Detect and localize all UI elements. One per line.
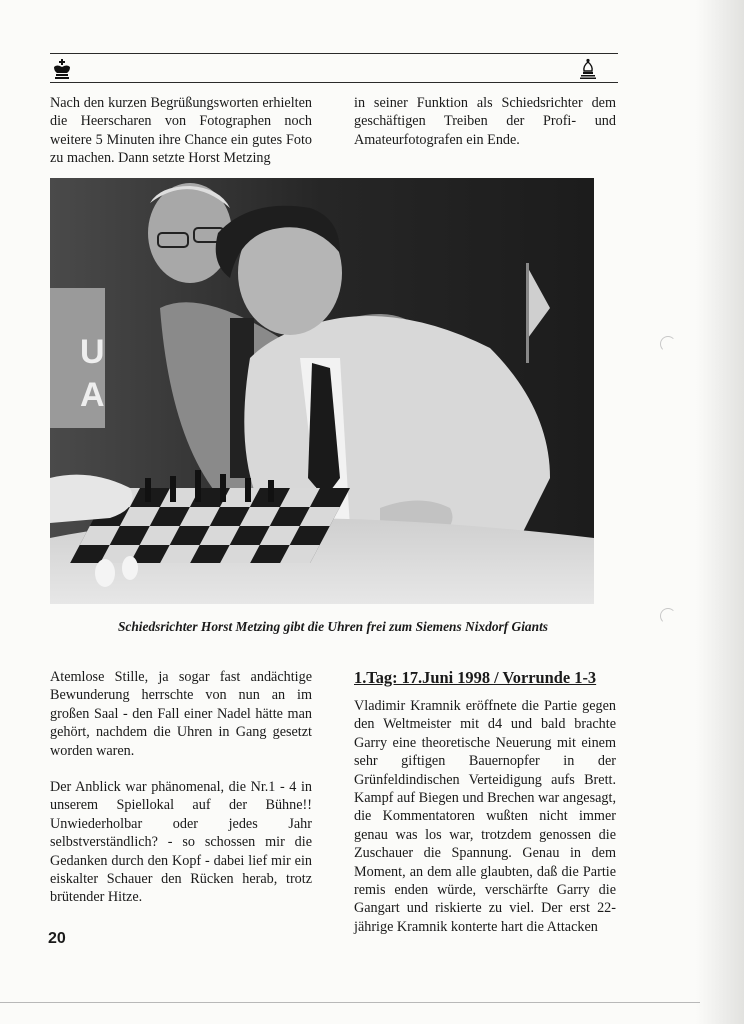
page-number: 20 (48, 930, 66, 947)
chess-bishop-icon (577, 58, 599, 80)
punch-hole-mark (660, 608, 676, 624)
intro-column-left (50, 94, 312, 168)
intro-paragraph-left: Nach den kurzen Begrüßungsworten erhielten die Heerscharen von Fotographen noch weitere 5 Minuten ihre Chance ein gutes Foto zu machen. Dann setzte Horst Metzing (50, 95, 312, 167)
header-rule-bottom (50, 82, 618, 83)
chess-king-icon (51, 58, 73, 80)
svg-text:A: A (80, 376, 105, 414)
photo-caption: Schiedsrichter Horst Metzing gibt die Uhren frei zum Siemens Nixdorf Giants (117, 619, 549, 634)
svg-text:U: U (80, 333, 105, 371)
section-heading: 1.Tag: 17.Juni 1998 / Vorrunde 1-3 (354, 668, 597, 687)
body-column-right (354, 697, 616, 936)
body-paragraph: Der Anblick war phänomenal, die Nr.1 - 4 in unserem Spiellokal auf der Bühne!! Unwiederholbar oder jedes Jahr selbstverständlich? - so schossen mir die Gedanken durch den Kopf - dabei lief mir ein eiskalter Schauer den Rücken herab, trotz brütender Hitze. (50, 779, 312, 906)
punch-hole-mark (660, 336, 676, 352)
intro-paragraph-right: in seiner Funktion als Schiedsrichter dem geschäftigen Treiben der Profi- und Amateurfotografen ein Ende. (354, 95, 616, 148)
body-paragraph: Vladimir Kramnik eröffnete die Partie gegen den Weltmeister mit d4 und bald brachte Garry eine theoretische Neuerung mit einem sehr giftigen Bauernopfer in der Grünfeldindischen Verteidigung aufs Brett. Kampf auf Biegen und Brechen war angesagt, die Kommentatoren wußten nicht immer genau was los war, trotzdem genossen die Zuschauer die Spannung. Genau in dem Moment, an dem alle glaubten, daß die Partie remis enden würde, verschärfte Garry die Gangart und riskierte zu viel. Der erst 22-jährige Kramnik konterte hart die Attacken (354, 698, 616, 935)
chess-players-photo (50, 178, 594, 604)
header-rule-top (50, 53, 618, 54)
footer-rule (0, 1002, 700, 1003)
body-paragraph: Atemlose Stille, ja sogar fast andächtige Bewunderung herrschte von nun an im großen Saal - den Fall einer Nadel hätte man gehört, nachdem die Uhren in Gang gesetzt worden waren. (50, 669, 312, 759)
body-column-left (50, 668, 312, 907)
page-edge-shadow (696, 0, 744, 1024)
intro-column-right (354, 94, 616, 149)
